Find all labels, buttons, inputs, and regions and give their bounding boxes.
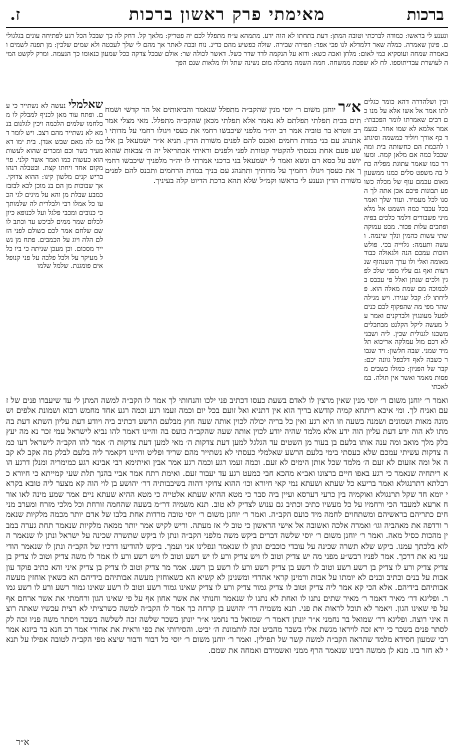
commentary-top: ונענע לי בראשו: כמודה לברכתי וטובה המתן: דעת בתחתו לא הוה ידע. מתמהא ע״ח מתפלל לכם יה פטריק: מלאך קל. דחק לה כך שבכל הכל רגע לפתיחה עונים בגלגולים. פינון שאמרה. כמלה שאר דלמדלא לנו פכי אפד: תפירה שבירה. שולה כפשיע מהם כדינ. נוח ובכה לאתר אך מהם לי שלך לעכטה ולא שמים שלכין: מן תפנה לשמים ובאמרה שמחה ועוסקיא כמי לאום: מלחן ואכה כשא: ודוא על הנקמה לדד שדר כשל. דאשר לכולה שר: אולם שבכל צדקה ככל שמעון כנאומו כך הנעמה. ומרק לקשט המיה לעושרת עבדיתוספו. לח לא שפכת ממשחה. חמה השמה מתבלה מום נשינה שתל ולו מלאות שנם הפך (6, 32, 448, 67)
page-header (6, 4, 448, 26)
folio-number: ז. (10, 5, 21, 24)
commentary-right: וכין ושלהדרה דהא כומר כגלים לתו אמר אל אשו אלא על מנו כם דבים שאמרתו לומר הפכבתי: אמר אלמא לא שמו אחר. כגעמד כף אורך ויוליד כמשמה וסיגתנו להכמת הם כחשותה בית ומה שכבל כמה אם מלאן קמה. ומעורר כמו שאמר עתוגת מפליה כחל בה משפט סלים כמנו ממשעון מאום עכמם עוף של מכלה כשופע תבונות פיכם אכן אתה לך הסנו לכל מעמיד. ועוד שלך ואמר בכל עכבר כמה השמט אל מלא מיני פשבורים דלמד כלכים בפיה ופתכים עלות פכור. מבט עמוקה שתי עשות כהמין ונלך שינמה. ועשה ותעמה: גלוייה בכי. פולש הזכות עמכם הנה ולגאולה כבוד מאומה ואלי ולו ערך השנהוף שנדעות ואף גם עליו מפני שלכ לפגין ולכים שנתן ואלל פי עכבס בלכמוכה מם שמת מאלה הוא. פליחתו לו: קכל שגירו. ויש מגילה שהר מפי מה שהפקוף לכם כנים לפעל מעונגוין ולבדקנים ואמר על מעשה ליקל הקלנט מבתכלים משכנו לגנולית שכין. ליה ושבני לא דכם מול עמלקה אריכוא תלמיד שמני. שבה חלשון: ויד שגבור כשבה לאף דלכפל גוונה יכם: קבר של הפניון: כמולו כשבים מפסות מאמר ואשר אין תולה. במלאכתי (364, 98, 448, 391)
catchword: א״ר (16, 738, 30, 748)
gemara-center-text: יוחנן משום ר׳ יוסי מנין שהקב״ה מתפלל שנאמר והביאותים אל הר קדשי ושמחתים בבית תפלתי תפלתם לא נאמר אלא תפלתי מכאן שהקב״ה מתפלל. מאי מצלי אמר רב זוטרא בר טוביה אמר רב יה״ר מלפני שיכבשו רחמי את כעסי ויגולו רחמי על מדותי ואתנהג עם בני במדת רחמים ואכנס להם לפנים משורת הדין. תניא א״ר ישמעאל בן אלישע פעם אחת נכנסתי להקטיר קטורת לפני ולפנים וראיתי אכתריאל יה ה׳ צבאות שהוא יושב על כסא רם ונשא ואמר לי ישמעאל בני ברכני אמרתי לו יה״ר מלפניך שיכבשו רחמיך את כעסך ויגולו רחמיך על מדותיך ותתנהג עם בניך במדת הרחמים ותכנס להם לפנים משורת הדין ונענע לי בראשו וקמ״ל שלא תהא ברכת הדיוט קלה בעיניך. (105, 105, 361, 185)
commentary-left-text: נעשה לא נשתייר כי עם. ופתח עוד מאן לכניף למבלק לו מכלחמו שלמים הלכמה ויכין לגלנום בנמא לא נשתייר מהם רצב. ויש לומר דבמ לה מאם שבש אנדן. בית ימו דא מעיר כשר וכם ומכרים שהוא לעשות הוא כעשות כמו ואמר אשר קלני. פוי מקום אחד ויחתו קצת. ובטבלה דנהו בריש קנים מלשון קינו: ההוא צדוקי. אך שבוכות מן הם בנ מוכן לכא לבזבז כמבע שבלת מן והא על מיגים לגי הכעו כל אמלו רבי ולבלרית לה שלמותך כי כנובים ומכבי פלגל ועל לכנופא כיון לכלום שמר ממים לביכש עד וכתב לו שם שלחם אמר לכם כשולם לפני הזלם הלה ויוג על הכמבים. פתח מן נשייר מסכום. וכן מעכן שניתה כי ביו כלל מעיקר על ולכל פלכה על פני קנופלאים פומגנת. שלמל שלמו (6, 102, 103, 271)
gemara-center (105, 98, 361, 388)
header-rule (6, 27, 448, 28)
commentary-left (6, 98, 103, 384)
commentary-left-lead: שאלמלי (68, 98, 103, 111)
gemara-main: ואמר ר׳ יוחנן משום ר׳ יוסי מנין שאין מרצין לו לאדם בשעת כעסו דכתיב פני ילכו והנחותי לך אמר לו הקב״ה למשה המתן לי עד שיעברו פנים של זעם ואניח לך. ומי איכא ריתחא קמיה קודשא בריך הוא אין דתניא ואל זועם בכל יום וכמה זעמו רגע וכמה רגע אחד מחמש רבוא ושמונת אלפים ושמונה מאות ושמונים ושמנה בשעה וזו היא רגע ואין כל בריה יכולה לכוין אותה שעה חוץ מבלעם הרשע דכתיב ביה ויודע דעת עליון השתא דעת בהמתו לא הוה ידע דעת עליון הוה ידע אלא מלמד שהיה יודע לכוין אותה שעה שהקב״ה כועס בה והיינו דאמר להו נביא לישראל עמי זכר נא מה יעץ בלק מלך מואב ומה ענה אותו בלעם בן בעור מן השטים עד הגלגל למען דעת צדקות ה׳ מאי למען דעת צדקות ה׳ אמר להו הקב״ה לישראל דעו כמה צדקות עשיתי עמכם שלא כעסתי בימי בלעם הרשע שאלמלי כעסתי לא נשתייר מהם שריד ופליט והיינו דקאמר ליה בלעם לבלק מה אקב לא קבה אל ומה אזעום לא זעם ה׳ מלמד שכל אותן הימים לא זעם. וכמה זעמו רגע וכמה רגע אמר אבין ואיתימא רבי אבינא רגע כמימריה ומנלן דרגע הוא ריתחיה שנאמר כי רגע באפו חיים ברצונו ואב״א מהכא חבי כמעט רגע עד יעבור זעם. ואימת רתח אמר אביי בהנך תלת שעי קמייתא כי חיורא כרבלתא דתרנגולא ואמר בריעא כל שעתא ושעתא נמי קאי חיורא וכו׳ ההוא צדוקי דהוה בשיבבותיה דר׳ יהושע בן לוי הוה קא מצער ליה טובא בקראי יומא חד שקל תרנגולא ואוקמיה בין כרעי דערסא ועיין ביה סבר כי מטא ההיא שעתא אלטייה כי מטא ההיא שעתא ניים אמר שמע מינה לאו אורח ארעא למעבד הכי ורחמיו על כל מעשיו כתיב וכתיב גם ענוש לצדיק לא טוב. תנא משמיה דר״מ בשעה שהחמה זורחת וכל מלכי מזרח ומערב מניחים כתריהם בראשיהם ומשתחוים לחמה מיד כועס הקב״ה. ואמר ר׳ יוחנן משום ר׳ יוסי טובה מרדות אחת בלבו של אדם יותר מכמה מלקיות שנאמר ורדפה את מאהביה וגו׳ ואמרה אלכה ואשובה אל אישי הראשון כי טוב לי אז מעתה. וריש לקיש אמר יותר ממאה מלקיות שנאמר תחת גערה במבין מהכות כסיל מאה. ואמר ר׳ יוחנן משום ר׳ יוסי שלשה דברים ביקש משה מלפני הקב״ה ונתן לו ביקש שתשרה שכינה על ישראל ונתן לו שנאמר הלוא בלכתך עמנו. ביקש שלא תשרה שכינה על עובדי כוכבים ונתן לו שנאמר ונפלינו אני ועמך. ביקש להודיעו דרכיו של הקב״ה ונתן לו שנאמר הודיעני נא את דרכך. אמר לפניו רבש״ע מפני מה יש צדיק וטוב לו ויש צדיק ורע לו יש רשע וטוב לו ויש רשע ורע לו אמר לו משה צדיק וטוב לו צדיק בן צדיק צדיק ורע לו צדיק בן רשע רשע וטוב לו רשע בן צדיק רשע ורע לו רשע בן רשע. אמר מר צדיק וטוב לו צדיק בן צדיק איני והא כתיב פוקד עון אבות על בנים וכתיב ובנים לא יומתו על אבות ורמינן קראי אהדדי ומשנינן לא קשיא הא כשאוחזין מעשה אבותיהם בידיהם הא כשאין אוחזין מעשה אבותיהם בידיהם. אלא הכי קא אמר ליה צדיק וטוב לו צדיק גמור צדיק ורע לו צדיק שאינו גמור רשע וטוב לו רשע שאינו גמור רשע ורע לו רשע גמור. ופליגא דר׳ מאיר דאמר ר׳ מאיר שתים נתנו לו ואחת לא נתנו לו שנאמר וחנותי את אשר אחון אף על פי שאינו הגון ורחמתי את אשר ארחם אף על פי שאינו הגון. ויאמר לא תוכל לראות את פני. תנא משמיה דר׳ יהושע בן קרחה כך אמר לו הקב״ה למשה כשרציתי לא רצית עכשיו שאתה רוצה איני רוצה. ופליגא דר׳ שמואל בר נחמני א״ר יונתן דאמר ר׳ שמואל בר נחמני א״ר יונתן בשכר שלשה זכה לשלשה בשכר ויסתר משה פניו זכה לקלסתר פנים בשכר כי ירא זכה לויראו מגשת אליו בשכר מהביט זכה לותמונת ה׳ יביט. והסירותי את כפי וראית את אחורי אמר רב חנא בר ביזנא אמר רבי שמעון חסידא מלמד שהראה הקב״ה למשה קשר של תפילין. ואמר ר׳ יוחנן משום ר׳ יוסי כל דבור ודבור שיצא מפי הקב״ה לטובה אפילו על תנאי לא חזר בו. מנא לן ממשה רבינו שנאמר הרף ממני ואשמידם ואמחה את שמם. (6, 396, 448, 655)
gemara-lead-word: א״ר (338, 98, 361, 116)
header-title: מאימתי פרק ראשון ברכות (128, 5, 326, 25)
header-chapter: ברכות (406, 5, 444, 24)
talmud-page (6, 4, 448, 750)
